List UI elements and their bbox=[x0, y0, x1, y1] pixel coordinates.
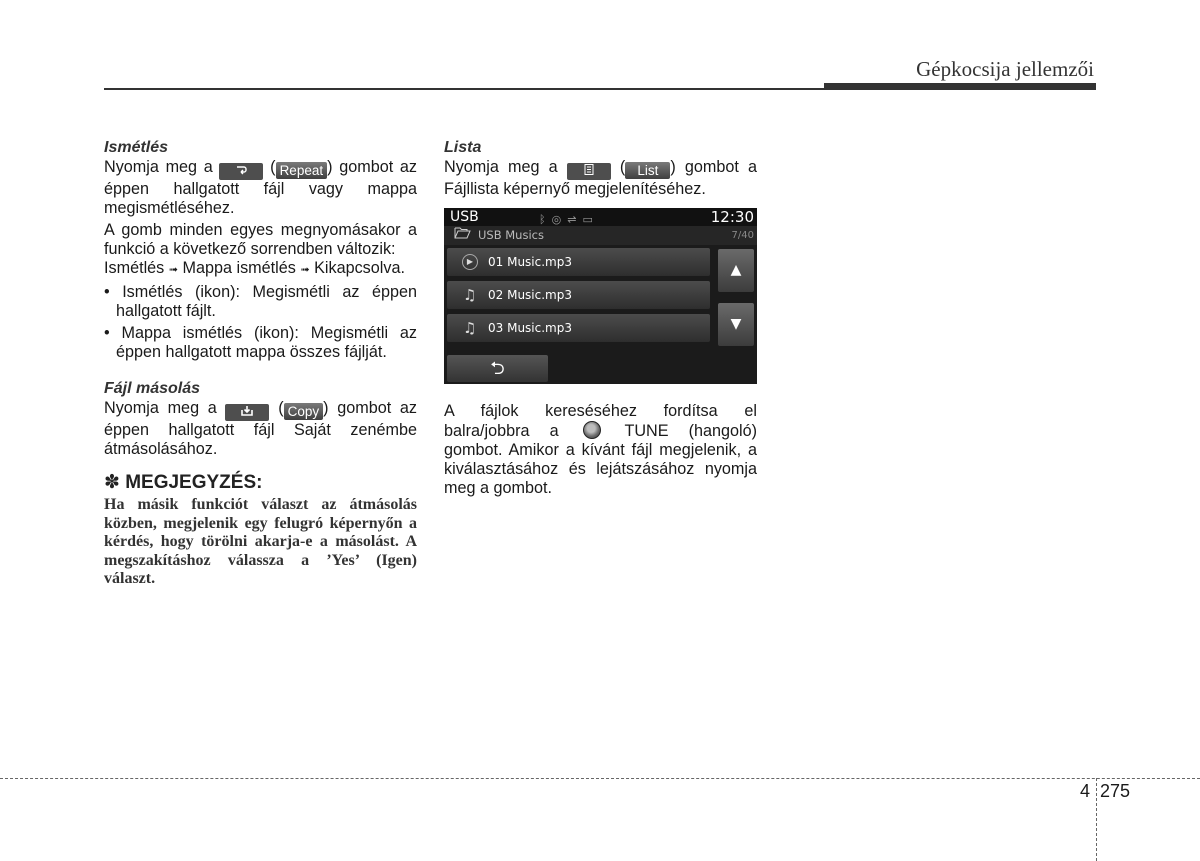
play-icon: ▶ bbox=[462, 254, 478, 270]
page-number: 275 bbox=[1100, 781, 1131, 801]
seq-item-3: Kikapcsolva. bbox=[314, 259, 405, 277]
list-icon bbox=[567, 163, 611, 180]
list-button-label: List bbox=[625, 162, 670, 179]
copy-title: Fájl másolás bbox=[104, 380, 201, 397]
copy-section bbox=[104, 379, 417, 459]
copy-text-before: Nyomja meg a bbox=[104, 399, 226, 417]
header-title: Gépkocsija jellemzői bbox=[916, 57, 1094, 81]
music-note-icon: ♫ bbox=[463, 319, 477, 337]
tune-text-after: TUNE (hangoló) gombot. Amikor a kívánt fájl megjelenik, a kiválasztásához és lejátszásához nyomja meg a gombot. bbox=[444, 422, 757, 497]
left-column bbox=[104, 138, 417, 589]
arrow-right-icon: ➟ bbox=[300, 264, 310, 276]
list-section bbox=[444, 138, 757, 199]
note-body: Ha másik funkciót választ az átmásolás közben, megjelenik egy felugró képernyőn a kérdés, hogy törölni akarja-e a másolást. A megszakításhoz válassza a ’Yes’ (Igen) választ. bbox=[104, 496, 417, 587]
music-note-icon: ♫ bbox=[463, 286, 477, 304]
arrow-right-icon: ➟ bbox=[168, 264, 178, 276]
repeat-title: Ismétlés bbox=[104, 139, 169, 156]
seq-item-1: Ismétlés bbox=[104, 259, 165, 277]
battery-icon: ▭ bbox=[582, 213, 599, 226]
repeat-bullet-1: • Ismétlés (ikon): Megismétli az éppen hallgatott fájlt. bbox=[104, 283, 417, 320]
repeat-text-after: gombot az éppen hallgatott fájl vagy mappa megismétléséhez. bbox=[104, 158, 417, 217]
file-count: 7/40 bbox=[731, 230, 754, 241]
clock: 12:30 bbox=[710, 208, 754, 226]
scroll-up-button[interactable] bbox=[718, 249, 754, 292]
copy-icon bbox=[225, 404, 269, 421]
list-instruction: Nyomja meg a ( List ) gombot a Fájllista képernyő megjelenítéséhez. bbox=[444, 158, 757, 198]
repeat-section bbox=[104, 138, 417, 362]
usb-file-list-screen bbox=[444, 208, 757, 384]
folder-bar bbox=[444, 226, 757, 245]
header-rule bbox=[104, 88, 824, 90]
note-title: ✽ MEGJEGYZÉS: bbox=[104, 472, 263, 493]
seq-item-2: Mappa ismétlés bbox=[182, 259, 296, 277]
chapter-number: 4 bbox=[1080, 781, 1091, 801]
back-arrow-icon: ⮌ bbox=[490, 358, 505, 379]
folder-icon bbox=[454, 226, 471, 245]
file-row-1[interactable] bbox=[447, 248, 710, 276]
repeat-sequence bbox=[104, 259, 417, 280]
tune-knob-icon bbox=[583, 421, 601, 439]
footer-dashed-rule bbox=[0, 778, 1200, 779]
header-rule-accent bbox=[824, 83, 1096, 90]
disc-icon: ◎ bbox=[551, 213, 568, 226]
scroll-down-button[interactable] bbox=[718, 303, 754, 346]
repeat-icon bbox=[219, 163, 263, 180]
list-title: Lista bbox=[444, 139, 482, 156]
repeat-sequence-intro: A gomb minden egyes megnyomásakor a funkció a következő sorrendben változik: bbox=[104, 221, 417, 258]
file-row-3[interactable] bbox=[447, 314, 710, 342]
file-row-2[interactable] bbox=[447, 281, 710, 309]
usb-icon: ⇌ bbox=[567, 213, 583, 226]
status-bar bbox=[444, 208, 757, 226]
file-name: 01 Music.mp3 bbox=[488, 255, 572, 269]
folder-name: USB Musics bbox=[478, 228, 544, 242]
repeat-text-before: Nyomja meg a bbox=[104, 158, 220, 176]
triangle-up-icon: ▲ bbox=[730, 262, 742, 278]
copy-button-label: Copy bbox=[284, 403, 324, 420]
list-text-before: Nyomja meg a bbox=[444, 158, 567, 176]
footer-vertical-rule bbox=[1096, 778, 1097, 861]
list-text-after: gombot a Fájllista képernyő megjelenítéséhez. bbox=[444, 158, 757, 198]
repeat-bullet-2: • Mappa ismétlés (ikon): Megismétli az éppen hallgatott mappa összes fájlját. bbox=[104, 324, 417, 361]
note-section bbox=[104, 473, 417, 589]
triangle-down-icon: ▼ bbox=[730, 316, 742, 332]
bluetooth-icon: ᛒ bbox=[539, 213, 552, 226]
repeat-instruction: Nyomja meg a ( Repeat ) gombot az éppen hallgatott fájl vagy mappa megismétléséhez. bbox=[104, 158, 417, 217]
right-column bbox=[444, 138, 757, 501]
copy-text-after: gombot az éppen hallgatott fájl Saját zenémbe átmásolásához. bbox=[104, 399, 418, 458]
copy-instruction: Nyomja meg a ( Copy ) gombot az éppen hallgatott fájl Saját zenémbe átmásolásához. bbox=[104, 399, 418, 458]
file-name: 03 Music.mp3 bbox=[488, 321, 572, 335]
source-label: USB bbox=[450, 209, 479, 225]
tune-text-before: A fájlok kereséséhez fordítsa el balra/jobbra a bbox=[444, 402, 757, 440]
repeat-button-label: Repeat bbox=[276, 162, 328, 179]
back-button[interactable] bbox=[447, 355, 548, 382]
file-name: 02 Music.mp3 bbox=[488, 288, 572, 302]
tune-instruction bbox=[444, 402, 757, 498]
spacer bbox=[104, 365, 417, 379]
